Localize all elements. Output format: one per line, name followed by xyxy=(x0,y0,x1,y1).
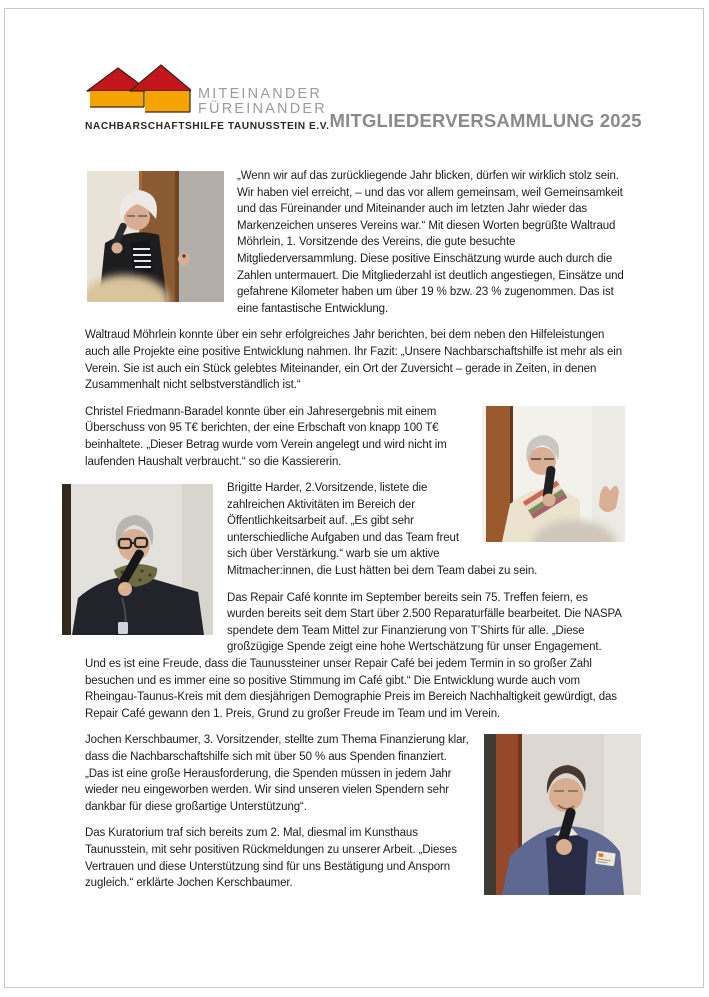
logo-wordmark xyxy=(198,87,327,118)
document-header xyxy=(85,61,642,132)
page-title: MITGLIEDERVERSAMMLUNG 2025 xyxy=(329,110,642,131)
logo-wordmark-line1: MITEINANDER xyxy=(198,86,323,102)
paragraph-6: Jochen Kerschbaumer, 3. Vorsitzender, stellte zum Thema Finanzierung klar, dass die Nachbarschaftshilfe sich mit über 50 % aus Spenden finanziert. „Das ist eine große Herausforderung, die Spenden müssen in jedem Jahr wieder neu eingeworben werden. Wir sind unseren vielen Spendern sehr dankbar für diese großartige Unterstützung“. xyxy=(85,734,469,813)
photo-speaker-waltraud xyxy=(87,171,224,302)
paragraph-5: Das Repair Café konnte im September bereits sein 75. Treffen feiern, es wurden bereits seit dem Start über 2.500 Reparaturfälle bearbeitet. Die NASPA spendete dem Team Mittel zur Finanzierung von T’Shirts für alle. „Diese großzügige Spende zeigt eine hohe Wertschätzung für unser Engagement. Und es ist eine Freude, dass die Taunussteiner unser Repair Café bei jedem Termin in so großer Zahl besuchen und es immer eine so positive Stimmung im Café gibt.“ Die Entwicklung wurde auch vom Rheingau-Taunus-Kreis mit dem diesjährigen Demographie Preis im Bereich Nachhaltigkeit gewürdigt, das Repair Café gewann den 1. Preis, Grund zu großer Freude im Team und im Verein. xyxy=(85,591,622,720)
section-intro xyxy=(85,168,625,327)
logo-subline: NACHBARSCHAFTSHILFE TAUNUSSTEIN E.V. xyxy=(85,121,330,132)
paragraph-4: Brigitte Harder, 2.Vorsitzende, listete die zahlreichen Aktivitäten im Bereich der Öffentlichkeitsarbeit auf. „Es gibt sehr unterschiedliche Aufgaben und das Team freut sich über Verstärkung.“ warb sie um aktive Mitmacher:innen, die Lust hätten bei dem Team dabei zu sein. xyxy=(227,482,538,578)
paragraph-3: Christel Friedmann-Baradel konnte über ein Jahresergebnis mit einem Überschuss von 95 T€ berichten, der eine Erbschaft von knapp 100 T€ beinhaltete. „Dieser Betrag wurde vom Verein angelegt und wird nicht im laufenden Haushalt verbraucht.“ so die Kassiererin. xyxy=(85,405,447,468)
logo-wordmark-line2: FÜREINANDER xyxy=(198,101,327,117)
paragraph-7: Das Kuratorium traf sich bereits zum 2. Mal, diesmal im Kunsthaus Taunusstein, mit sehr positiven Rückmeldungen zu unserer Arbeit. „Dieses Vertrauen und diese Unterstützung sind für uns Bestätigung und Ansporn zugleich.“ erklärte Jochen Kerschbaumer. xyxy=(85,827,457,890)
page-sheet xyxy=(4,8,704,988)
paragraph-2: Waltraud Möhrlein konnte über ein sehr erfolgreiches Jahr berichten, bei dem neben den Hilfeleistungen auch alle Projekte eine positive Entwicklung nahmen. Ihr Fazit: „Unsere Nachbarschaftshilfe ist mehr als ein Verein. Sie ist auch ein Stück gelebtes Miteinander, ein Ort der Zuversicht – gerade in Zeiten, in denen Zusammenhalt nicht selbstverständlich ist.“ xyxy=(85,329,622,392)
paragraph-1: „Wenn wir auf das zurückliegende Jahr blicken, dürfen wir wirklich stolz sein. Wir haben viel erreicht, – und das vor allem gemeinsam, weil Gemeinsamkeit und das Füreinander und Miteinander auch im letzten Jahr wieder das Markenzeichen unseres Vereins war.“ Mit diesen Worten begrüßte Waltraud Möhrlein, 1. Vorsitzende des Vereins, die gute besuchte Mitgliederversammlung. Diese positive Einschätzung wurde auch durch die Zahlen untermauert. Die Mitgliederzahl ist deutlich angestiegen, Einsätze und gefahrene Kilometer haben um über 19 % bzw. 23 % zugenommen. Das ist eine fantastische Entwicklung. xyxy=(237,170,624,315)
photo-speaker-jochen xyxy=(484,734,641,895)
logo-row xyxy=(85,61,330,118)
section-waltraud-report xyxy=(85,327,625,403)
photo-speaker-brigitte xyxy=(62,484,213,635)
org-logo xyxy=(85,61,330,132)
photo-speaker-christel xyxy=(482,406,625,542)
houses-logo-icon xyxy=(85,61,191,118)
page-content xyxy=(5,9,703,903)
article xyxy=(85,168,625,903)
section-bottom xyxy=(85,732,625,903)
section-middle xyxy=(85,404,625,733)
